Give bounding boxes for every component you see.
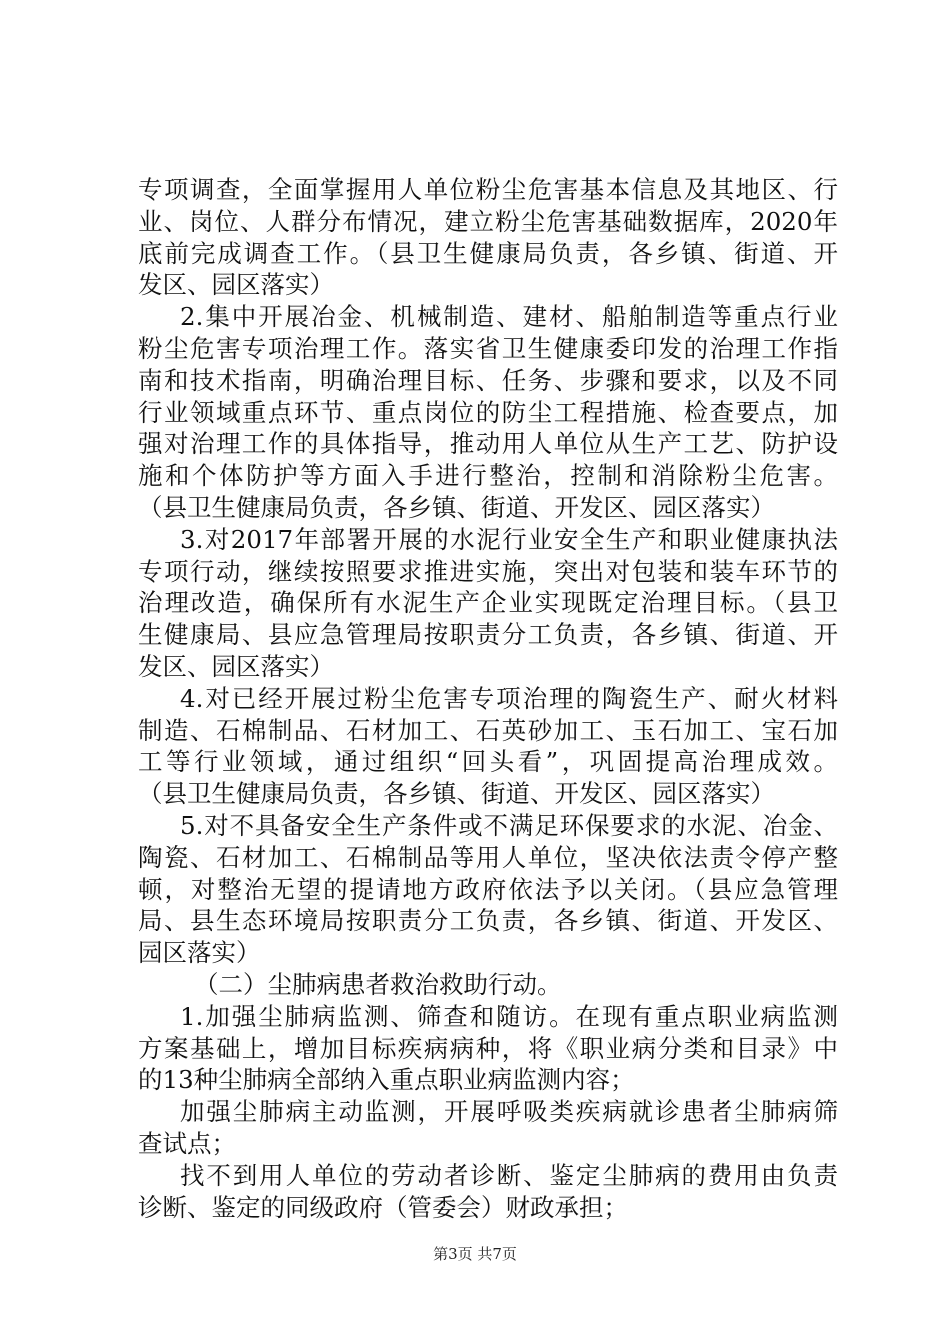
document-line: （县卫生健康局负责，各乡镇、街道、开发区、园区落实） [138, 492, 775, 522]
document-line: 局、县生态环境局按职责分工负责，各乡镇、街道、开发区、 [138, 906, 838, 936]
document-line: 南和技术指南，明确治理目标、任务、步骤和要求，以及不同 [138, 365, 838, 395]
document-line: 陶瓷、石材加工、石棉制品等用人单位，坚决依法责令停产整 [138, 842, 838, 872]
document-line: 专项调查，全面掌握用人单位粉尘危害基本信息及其地区、行 [138, 175, 838, 204]
document-line: 发区、园区落实） [138, 651, 334, 681]
document-line: 业、岗位、人群分布情况，建立粉尘危害基础数据库，2020年 [138, 206, 838, 236]
document-line: 顿，对整治无望的提请地方政府依法予以关闭。（县应急管理 [138, 874, 838, 904]
document-line: 4.对已经开展过粉尘危害专项治理的陶瓷生产、耐火材料 [180, 683, 838, 713]
document-line: 粉尘危害专项治理工作。落实省卫生健康委印发的治理工作指 [138, 333, 838, 363]
document-line: 诊断、鉴定的同级政府（管委会）财政承担； [138, 1192, 628, 1222]
document-line: 3.对2017年部署开展的水泥行业安全生产和职业健康执法 [180, 524, 838, 554]
document-line: 园区落实） [138, 938, 261, 968]
document-line: 底前完成调查工作。（县卫生健康局负责，各乡镇、街道、开 [138, 238, 838, 268]
document-line: 治理改造，确保所有水泥生产企业实现既定治理目标。（县卫 [138, 588, 838, 618]
document-line: 方案基础上，增加目标疾病病种，将《职业病分类和目录》中 [138, 1033, 838, 1063]
document-line: 生健康局、县应急管理局按职责分工负责，各乡镇、街道、开 [138, 620, 838, 650]
document-body [138, 174, 838, 1223]
document-line: 工等行业领域，通过组织“回头看”，巩固提高治理成效。 [138, 747, 838, 777]
document-line: 强对治理工作的具体指导，推动用人单位从生产工艺、防护设 [138, 429, 838, 459]
document-line: 发区、园区落实） [138, 270, 334, 300]
document-line: 1.加强尘肺病监测、筛查和随访。在现有重点职业病监测 [180, 1001, 838, 1031]
document-line: 制造、石棉制品、石材加工、石英砂加工、玉石加工、宝石加 [138, 715, 838, 745]
document-line: 施和个体防护等方面入手进行整治，控制和消除粉尘危害。 [138, 461, 838, 491]
document-line: 行业领域重点环节、重点岗位的防尘工程措施、检查要点，加 [138, 397, 838, 427]
document-line: 加强尘肺病主动监测，开展呼吸类疾病就诊患者尘肺病筛 [180, 1097, 838, 1127]
document-line: 查试点； [138, 1128, 236, 1158]
document-line: 的13种尘肺病全部纳入重点职业病监测内容； [138, 1065, 635, 1095]
document-line: 5.对不具备安全生产条件或不满足环保要求的水泥、冶金、 [180, 810, 838, 840]
document-line: （县卫生健康局负责，各乡镇、街道、开发区、园区落实） [138, 779, 775, 809]
document-line: 专项行动，继续按照要求推进实施，突出对包装和装车环节的 [138, 556, 838, 586]
document-line: 2.集中开展冶金、机械制造、建材、船舶制造等重点行业 [180, 302, 838, 332]
document-line: （二）尘肺病患者救治救助行动。 [194, 969, 562, 999]
page-footer: 第3页 共7页 [433, 1245, 517, 1263]
document-line: 找不到用人单位的劳动者诊断、鉴定尘肺病的费用由负责 [180, 1160, 838, 1190]
